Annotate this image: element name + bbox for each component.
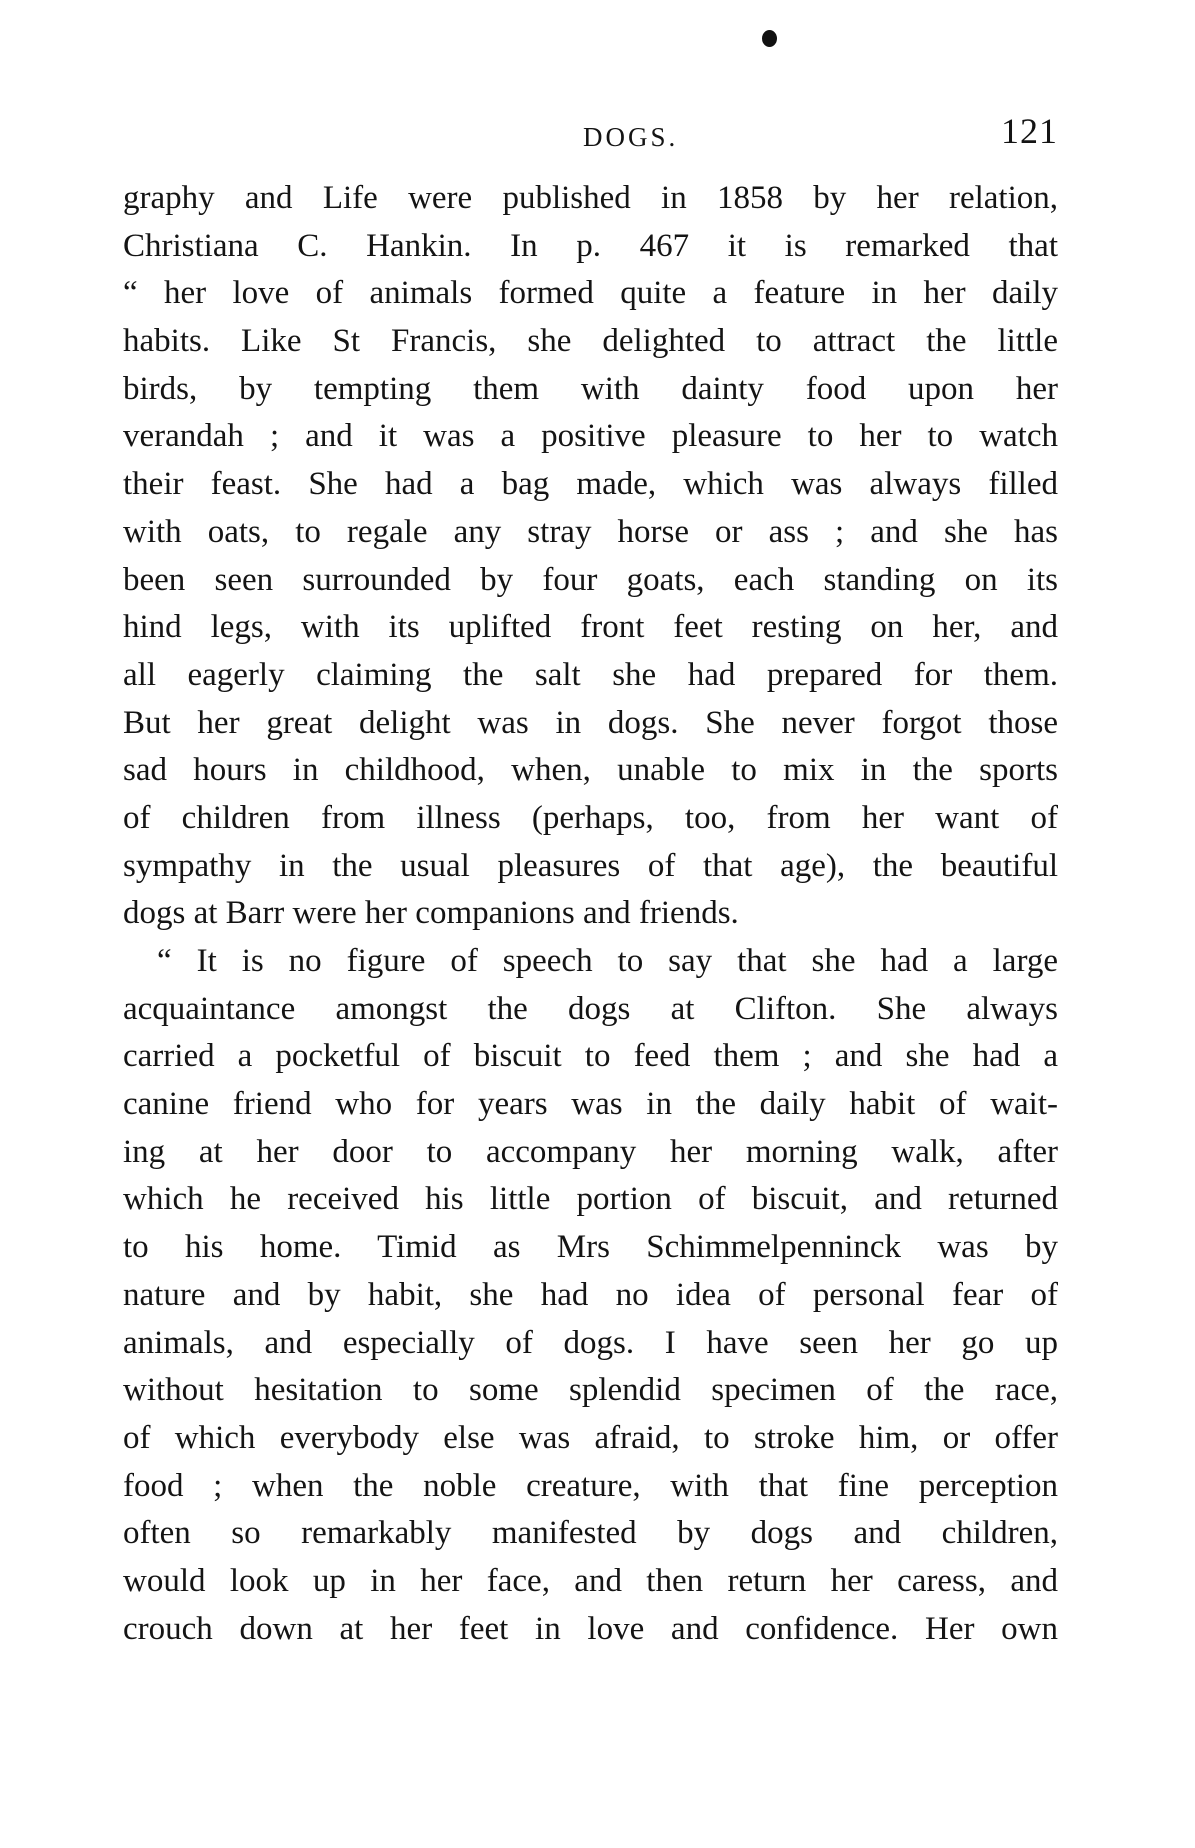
paragraph-1 [123, 175, 1058, 938]
text-line: which he received his little portion of biscuit, and returned [123, 1181, 1058, 1218]
text-line: But her great delight was in dogs. She never forgot those [123, 704, 1058, 741]
text-line: all eagerly claiming the salt she had prepared for them. [123, 656, 1058, 693]
text-line: been seen surrounded by four goats, each standing on its [123, 561, 1058, 598]
text-line: habits. Like St Francis, she delighted to attract the little [123, 323, 1058, 360]
text-line: graphy and Life were published in 1858 by her relation, [123, 180, 1058, 216]
text-line: verandah ; and it was a positive pleasure to her to watch [123, 418, 1058, 455]
text-line: canine friend who for years was in the daily habit of wait- [123, 1086, 1058, 1123]
body-text [123, 175, 1058, 1653]
text-line: often so remarkably manifested by dogs and children, [123, 1515, 1058, 1552]
text-line: their feast. She had a bag made, which was always filled [123, 466, 1058, 503]
running-head [123, 108, 1058, 158]
text-line: birds, by tempting them with dainty food upon her [123, 370, 1058, 407]
text-line: of children from illness (perhaps, too, from her want of [123, 799, 1058, 836]
paragraph-2 [123, 938, 1058, 1653]
text-line: “ It is no figure of speech to say that she had a large [157, 943, 1058, 979]
text-line: acquaintance amongst the dogs at Clifton. She always [123, 990, 1058, 1027]
text-line: sad hours in childhood, when, unable to mix in the sports [123, 752, 1058, 789]
page-number: 121 [1001, 111, 1058, 151]
text-line: dogs at Barr were her companions and friends. [123, 895, 739, 932]
text-line: without hesitation to some splendid specimen of the race, [123, 1372, 1058, 1409]
text-line: animals, and especially of dogs. I have seen her go up [123, 1324, 1058, 1361]
text-line: of which everybody else was afraid, to stroke him, or offer [123, 1419, 1058, 1456]
text-line: with oats, to regale any stray horse or ass ; and she has [123, 513, 1058, 550]
text-line: crouch down at her feet in love and confidence. Her own [123, 1610, 1058, 1647]
text-line: to his home. Timid as Mrs Schimmelpenninck was by [123, 1229, 1058, 1266]
text-line: food ; when the noble creature, with that fine perception [123, 1467, 1058, 1504]
text-line: nature and by habit, she had no idea of personal fear of [123, 1276, 1058, 1313]
running-head-title: DOGS. [583, 122, 679, 152]
text-line: ing at her door to accompany her morning walk, after [123, 1133, 1058, 1170]
text-line: hind legs, with its uplifted front feet resting on her, and [123, 609, 1058, 646]
text-line: carried a pocketful of biscuit to feed them ; and she had a [123, 1038, 1058, 1075]
text-line: Christiana C. Hankin. In p. 467 it is remarked that [123, 227, 1058, 264]
text-line: “ her love of animals formed quite a feature in her daily [123, 275, 1058, 312]
text-line: would look up in her face, and then return her caress, and [123, 1562, 1058, 1599]
ink-spot [762, 30, 777, 47]
text-line: sympathy in the usual pleasures of that age), the beautiful [123, 847, 1058, 884]
